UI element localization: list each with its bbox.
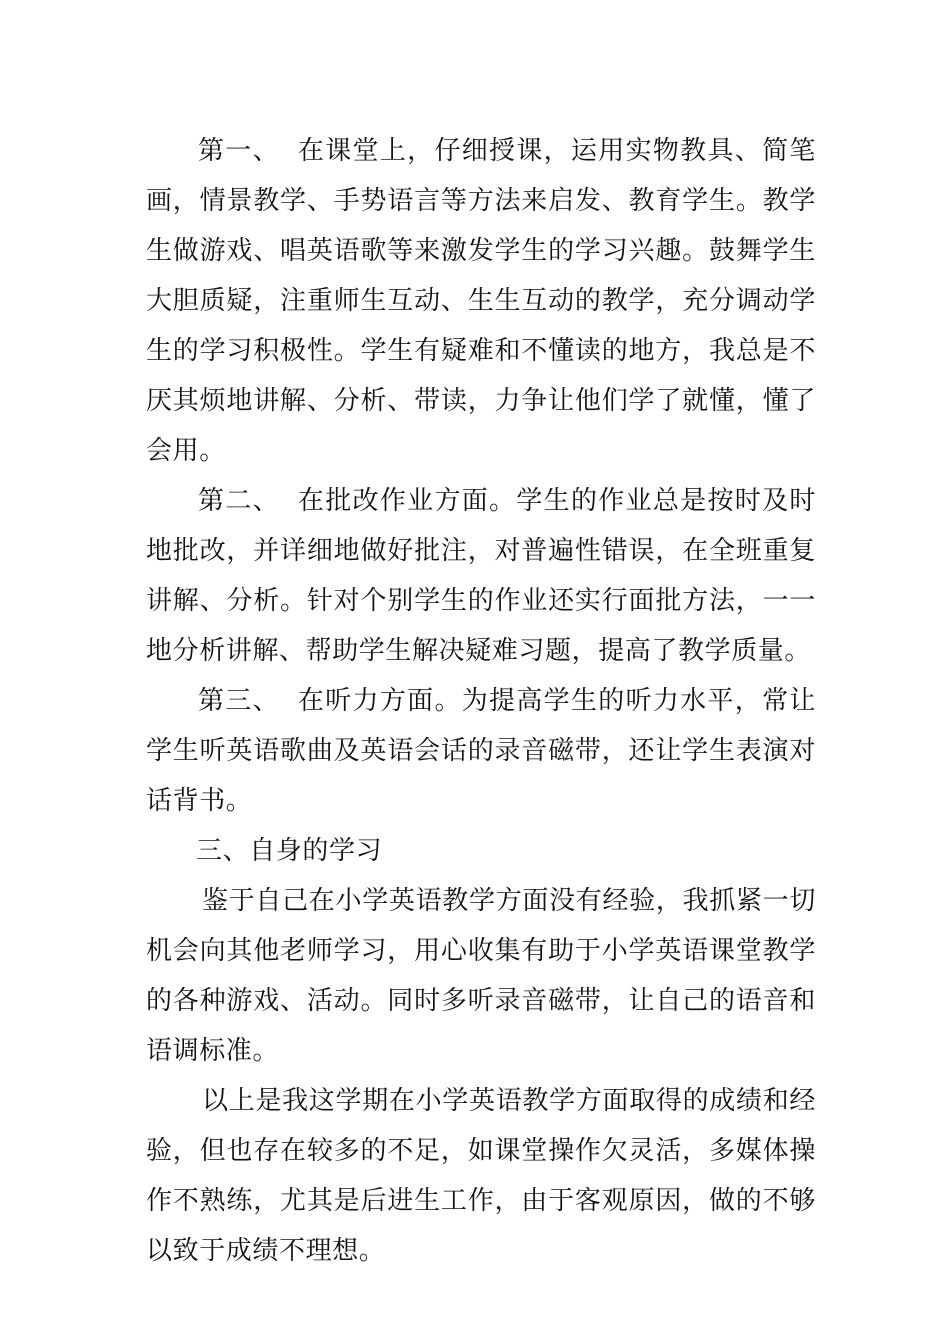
paragraph-third-lead: 第三、 (198, 686, 280, 716)
document-body (146, 126, 816, 1276)
paragraph-second-text: 在批改作业方面。学生的作业总是按时及时地批改，并详细地做好批注，对普遍性错误，在全班重复讲解、分析。针对个别学生的作业还实行面批方法，一一地分析讲解、帮助学生解决疑难习题，提高了教学质量。 (146, 486, 816, 666)
paragraph-second (146, 476, 816, 676)
paragraph-third (146, 676, 816, 826)
paragraph-third-text: 在听力方面。为提高学生的听力水平，常让学生听英语歌曲及英语会话的录音磁带，还让学生表演对话背书。 (146, 686, 816, 816)
paragraph-first-text: 在课堂上，仔细授课，运用实物教具、简笔画，情景教学、手势语言等方法来启发、教育学生。教学生做游戏、唱英语歌等来激发学生的学习兴趣。鼓舞学生大胆质疑，注重师生互动、生生互动的教学，充分调动学生的学习积极性。学生有疑难和不懂读的地方，我总是不厌其烦地讲解、分析、带读，力争让他们学了就懂，懂了会用。 (146, 136, 816, 466)
paragraph-first-lead: 第一、 (198, 136, 280, 166)
paragraph-first (146, 126, 816, 476)
paragraph-self-study: 鉴于自己在小学英语教学方面没有经验，我抓紧一切机会向其他老师学习，用心收集有助于小学英语课堂教学的各种游戏、活动。同时多听录音磁带，让自己的语音和语调标准。 (146, 886, 816, 1066)
section-heading: 三、自身的学习 (196, 836, 383, 866)
paragraph-summary: 以上是我这学期在小学英语教学方面取得的成绩和经验，但也存在较多的不足，如课堂操作欠灵活，多媒体操作不熟练，尤其是后进生工作，由于客观原因，做的不够以致于成绩不理想。 (146, 1086, 816, 1266)
paragraph-second-lead: 第二、 (198, 486, 280, 516)
